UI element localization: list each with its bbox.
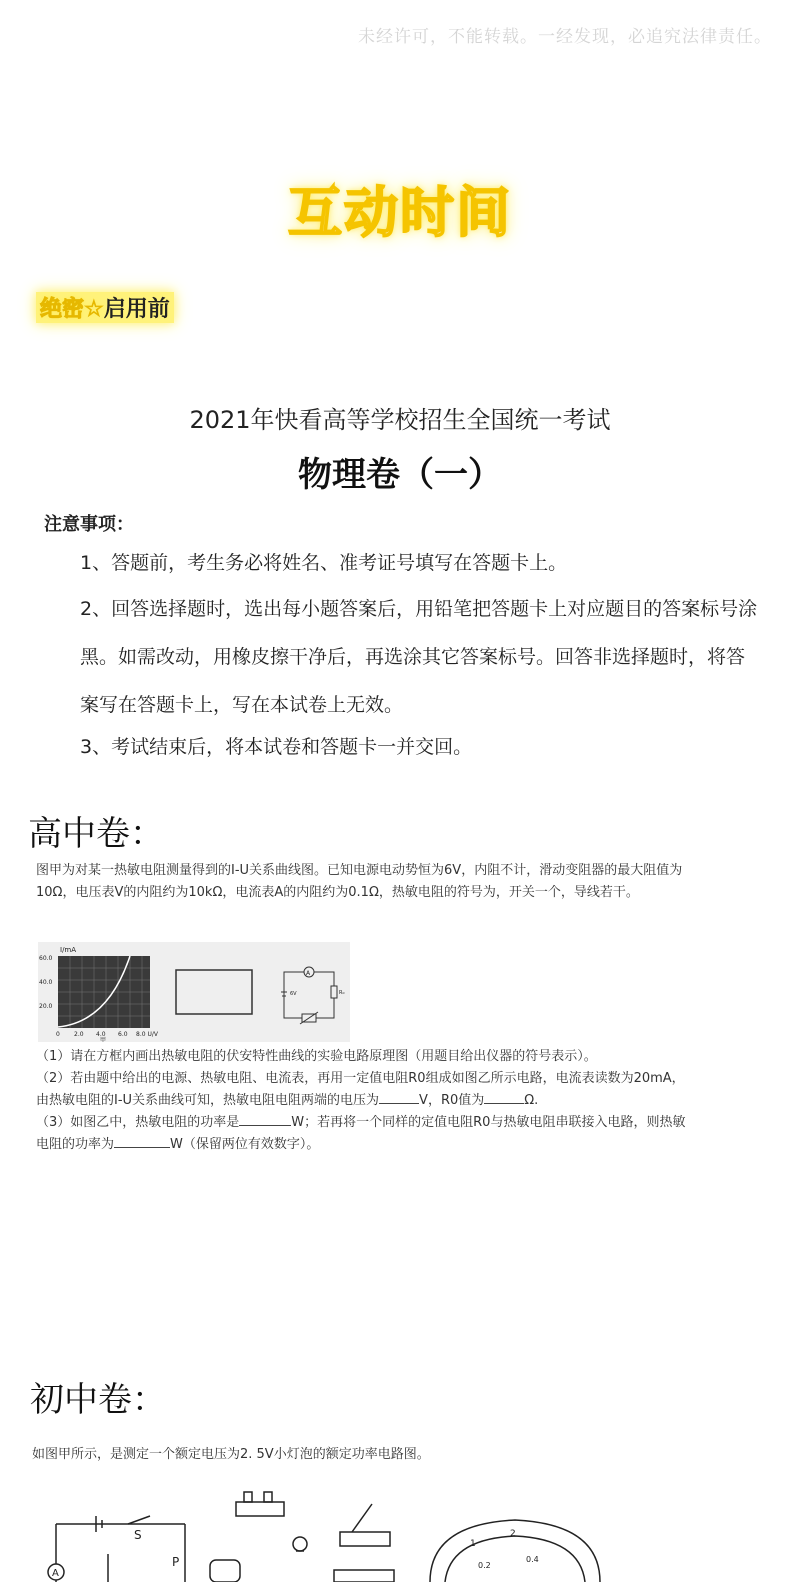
graph-x-tick: 6.0 (118, 1031, 128, 1038)
sub3-text-a: （3）如图乙中，热敏电阻的功率是 (36, 1115, 240, 1130)
sub2-text-b: V，R0值为 (419, 1093, 485, 1108)
switch-label: S (134, 1528, 142, 1542)
battery-box-icon (236, 1502, 284, 1516)
graph-x-tick: 8.0 U/V (136, 1031, 158, 1038)
sub3-text-b: W；若再将一个同样的定值电阻R0与热敏电阻串联接入电路，则热敏电阻的功率为 (36, 1115, 686, 1152)
answer-box (176, 970, 252, 1014)
sub3-text-c: W（保留两位有效数字）。 (170, 1137, 320, 1152)
senior-figure-svg (38, 942, 350, 1042)
slider-label: P (172, 1555, 180, 1569)
watermark: 未经许可，不能转载。一经发现，必追究法律责任。 (358, 27, 772, 47)
junior-figure-svg (0, 1484, 800, 1582)
confidential-part2: 启用前 (103, 297, 170, 322)
answer-blank (114, 1147, 170, 1148)
exam-title: 2021年快看高等学校招生全国统一考试 (189, 406, 611, 434)
ammeter-label: A (52, 1568, 59, 1579)
dial-tick: 0.2 (478, 1561, 491, 1570)
graph-caption: 甲 (100, 1037, 107, 1042)
paper-title: 物理卷（一） (298, 455, 502, 495)
note-item-3: 3、考试结束后，将本试卷和答题卡一并交回。 (80, 736, 473, 758)
rheostat-icon (334, 1570, 394, 1582)
senior-sub-question-2 (36, 1068, 686, 1112)
sub2-text-a: （2）若由题中给出的电源、热敏电阻、电流表，再用一定值电阻R0组成如图乙所示电路，电流表读数为20mA，由热敏电阻的I-U关系曲线可知，热敏电阻电阻两端的电压为 (36, 1071, 685, 1108)
graph-x-tick: 2.0 (74, 1031, 84, 1038)
senior-question: 图甲为对某一热敏电阻测量得到的I-U关系曲线图。已知电源电动势恒为6V，内阻不计，滑动变阻器的最大阻值为10Ω，电压表V的内阻约为10kΩ，电流表A的内阻约为0.1Ω，热敏电阻的符号为，开关一个，导线若干。 (36, 863, 683, 900)
note-item-1: 1、答题前，考生务必将姓名、准考证号填写在答题卡上。 (80, 552, 568, 574)
dial-tick: 2 (510, 1529, 516, 1539)
voltmeter-icon (210, 1560, 240, 1582)
graph-x-tick: 4.0 (96, 1031, 106, 1038)
dial-tick: 0.4 (526, 1555, 539, 1564)
senior-figure (38, 942, 350, 1042)
graph-y-label: I/mA (60, 946, 77, 954)
ammeter-icon: A (306, 970, 311, 977)
senior-sub-question-3 (36, 1112, 686, 1156)
source-label: 6V (290, 991, 297, 997)
confidential-part1: 绝密 (40, 297, 85, 322)
junior-question: 如图甲所示，是测定一个额定电压为2. 5V小灯泡的额定功率电路图。 (32, 1447, 430, 1462)
answer-blank (239, 1125, 291, 1126)
answer-blank (484, 1103, 524, 1104)
switch-icon (128, 1516, 150, 1524)
graph-x-tick: 0 (56, 1031, 60, 1038)
answer-blank (379, 1103, 419, 1104)
star-icon: ☆ (84, 297, 104, 322)
senior-sub-question-1: （1）请在方框内画出热敏电阻的伏安特性曲线的实验电路原理图（用题目给出仪器的符号表示）。 (36, 1049, 597, 1064)
bulb-icon (293, 1537, 307, 1551)
confidential-label (36, 292, 174, 323)
dial-tick: 1 (470, 1539, 476, 1549)
junior-figure (0, 1484, 800, 1582)
graph-y-tick: 40.0 (39, 979, 53, 986)
senior-heading: 高中卷： (28, 814, 164, 854)
graph-y-tick: 60.0 (39, 955, 53, 962)
banner-title: 互动时间 (288, 181, 512, 244)
note-item-2: 2、回答选择题时，选出每小题答案后，用铅笔把答题卡上对应题目的答案标号涂黑。如需改动，用橡皮擦干净后，再选涂其它答案标号。回答非选择题时，将答案写在答题卡上，写在本试卷上无效。 (80, 598, 758, 716)
sub2-text-c: Ω. (524, 1093, 539, 1108)
switch-base-icon (340, 1532, 390, 1546)
junior-heading: 初中卷： (30, 1380, 166, 1420)
notes-heading: 注意事项： (44, 514, 134, 535)
graph-y-tick: 20.0 (39, 1003, 53, 1010)
resistor-label: R₀ (339, 990, 345, 996)
